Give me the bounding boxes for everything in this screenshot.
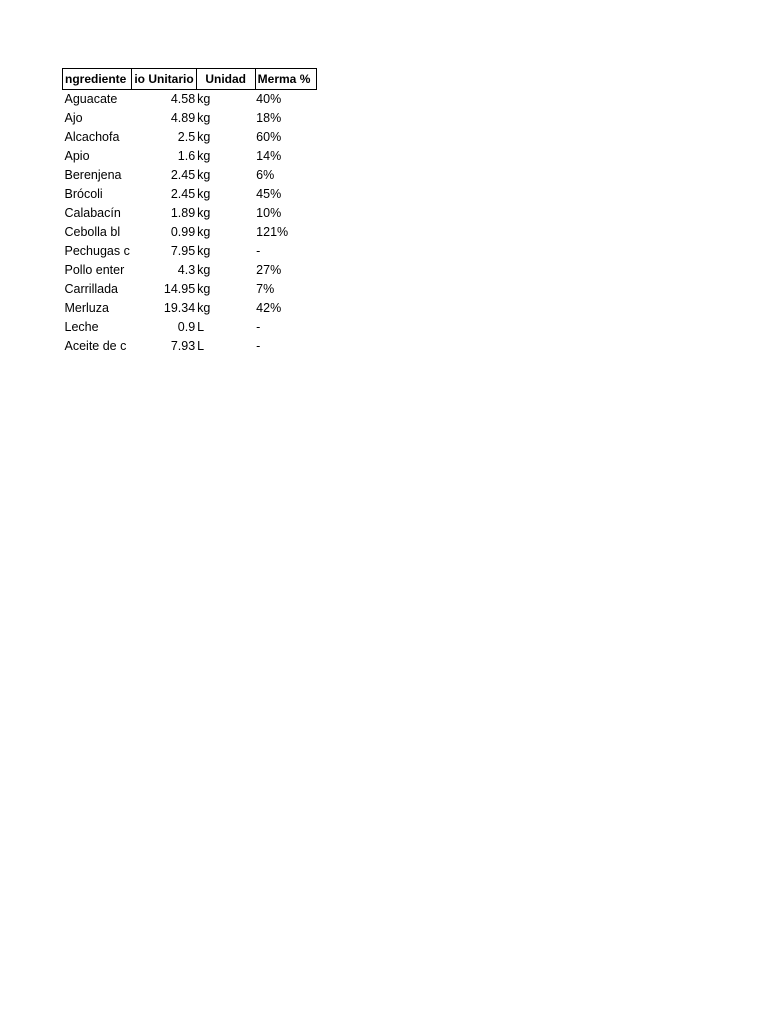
table-row bbox=[63, 109, 317, 128]
cell-unit-price[interactable]: 1.6 bbox=[177, 149, 196, 163]
cell-unit-price[interactable]: 4.58 bbox=[170, 92, 196, 106]
cell-waste[interactable]: 14% bbox=[256, 149, 282, 163]
cell-unit-price[interactable]: 2.5 bbox=[177, 130, 196, 144]
cell-ingredient[interactable]: Alcachofa bbox=[64, 130, 120, 144]
cell-unit[interactable]: kg bbox=[197, 92, 211, 106]
table-row bbox=[63, 166, 317, 185]
cell-waste[interactable]: 10% bbox=[256, 206, 282, 220]
table-row bbox=[63, 318, 317, 337]
cell-unit[interactable]: kg bbox=[197, 206, 211, 220]
cell-unit[interactable]: kg bbox=[197, 130, 211, 144]
cell-unit[interactable]: kg bbox=[197, 301, 211, 315]
table-row bbox=[63, 299, 317, 318]
cell-waste[interactable]: - bbox=[256, 320, 261, 334]
cell-waste[interactable]: 7% bbox=[256, 282, 275, 296]
cell-ingredient[interactable]: Merluza bbox=[64, 301, 109, 315]
cell-ingredient[interactable]: Pechugas c bbox=[64, 244, 130, 258]
table-row bbox=[63, 223, 317, 242]
table-row bbox=[63, 90, 317, 110]
header-unit[interactable]: Unidad bbox=[196, 69, 255, 90]
table-row bbox=[63, 147, 317, 166]
cell-waste[interactable]: - bbox=[256, 244, 261, 258]
cell-unit-price[interactable]: 14.95 bbox=[163, 282, 196, 296]
cell-waste[interactable]: 40% bbox=[256, 92, 282, 106]
cell-ingredient[interactable]: Calabacín bbox=[64, 206, 121, 220]
cell-ingredient[interactable]: Carrillada bbox=[64, 282, 118, 296]
cell-waste[interactable]: 60% bbox=[256, 130, 282, 144]
cell-unit-price[interactable]: 19.34 bbox=[163, 301, 196, 315]
cell-waste[interactable]: 27% bbox=[256, 263, 282, 277]
cell-unit-price[interactable]: 1.89 bbox=[170, 206, 196, 220]
table-body bbox=[63, 90, 317, 357]
header-row bbox=[63, 69, 317, 90]
ingredients-table bbox=[62, 68, 317, 356]
cell-ingredient[interactable]: Aceite de c bbox=[64, 339, 127, 353]
cell-unit-price[interactable]: 0.99 bbox=[170, 225, 196, 239]
cell-unit[interactable]: L bbox=[197, 339, 205, 353]
cell-unit-price[interactable]: 2.45 bbox=[170, 187, 196, 201]
cell-unit[interactable]: kg bbox=[197, 244, 211, 258]
cell-unit[interactable]: kg bbox=[197, 187, 211, 201]
cell-ingredient[interactable]: Leche bbox=[64, 320, 99, 334]
cell-unit-price[interactable]: 7.95 bbox=[170, 244, 196, 258]
cell-unit-price[interactable]: 4.89 bbox=[170, 111, 196, 125]
cell-unit-price[interactable]: 0.9 bbox=[177, 320, 196, 334]
cell-unit-price[interactable]: 7.93 bbox=[170, 339, 196, 353]
cell-waste[interactable]: - bbox=[256, 339, 261, 353]
spreadsheet bbox=[62, 68, 317, 356]
cell-unit[interactable]: kg bbox=[197, 282, 211, 296]
cell-waste[interactable]: 6% bbox=[256, 168, 275, 182]
table-row bbox=[63, 337, 317, 356]
cell-ingredient[interactable]: Pollo enter bbox=[64, 263, 125, 277]
header-waste[interactable]: Merma % bbox=[255, 69, 316, 90]
table-row bbox=[63, 261, 317, 280]
cell-waste[interactable]: 45% bbox=[256, 187, 282, 201]
cell-ingredient[interactable]: Apio bbox=[64, 149, 90, 163]
cell-ingredient[interactable]: Cebolla bl bbox=[64, 225, 121, 239]
table-row bbox=[63, 185, 317, 204]
table-row bbox=[63, 128, 317, 147]
cell-unit[interactable]: kg bbox=[197, 263, 211, 277]
cell-waste[interactable]: 121% bbox=[256, 225, 289, 239]
cell-unit[interactable]: kg bbox=[197, 225, 211, 239]
cell-unit-price[interactable]: 2.45 bbox=[170, 168, 196, 182]
cell-waste[interactable]: 18% bbox=[256, 111, 282, 125]
cell-unit[interactable]: kg bbox=[197, 149, 211, 163]
table-row bbox=[63, 242, 317, 261]
cell-waste[interactable]: 42% bbox=[256, 301, 282, 315]
cell-ingredient[interactable]: Ajo bbox=[64, 111, 83, 125]
table-row bbox=[63, 204, 317, 223]
header-unit-price[interactable]: io Unitario bbox=[132, 69, 196, 90]
table-row bbox=[63, 280, 317, 299]
cell-unit-price[interactable]: 4.3 bbox=[177, 263, 196, 277]
header-ingredient[interactable]: ngrediente bbox=[63, 69, 132, 90]
cell-ingredient[interactable]: Aguacate bbox=[64, 92, 118, 106]
cell-ingredient[interactable]: Berenjena bbox=[64, 168, 122, 182]
cell-unit[interactable]: L bbox=[197, 320, 205, 334]
cell-ingredient[interactable]: Brócoli bbox=[64, 187, 103, 201]
cell-unit[interactable]: kg bbox=[197, 111, 211, 125]
cell-unit[interactable]: kg bbox=[197, 168, 211, 182]
